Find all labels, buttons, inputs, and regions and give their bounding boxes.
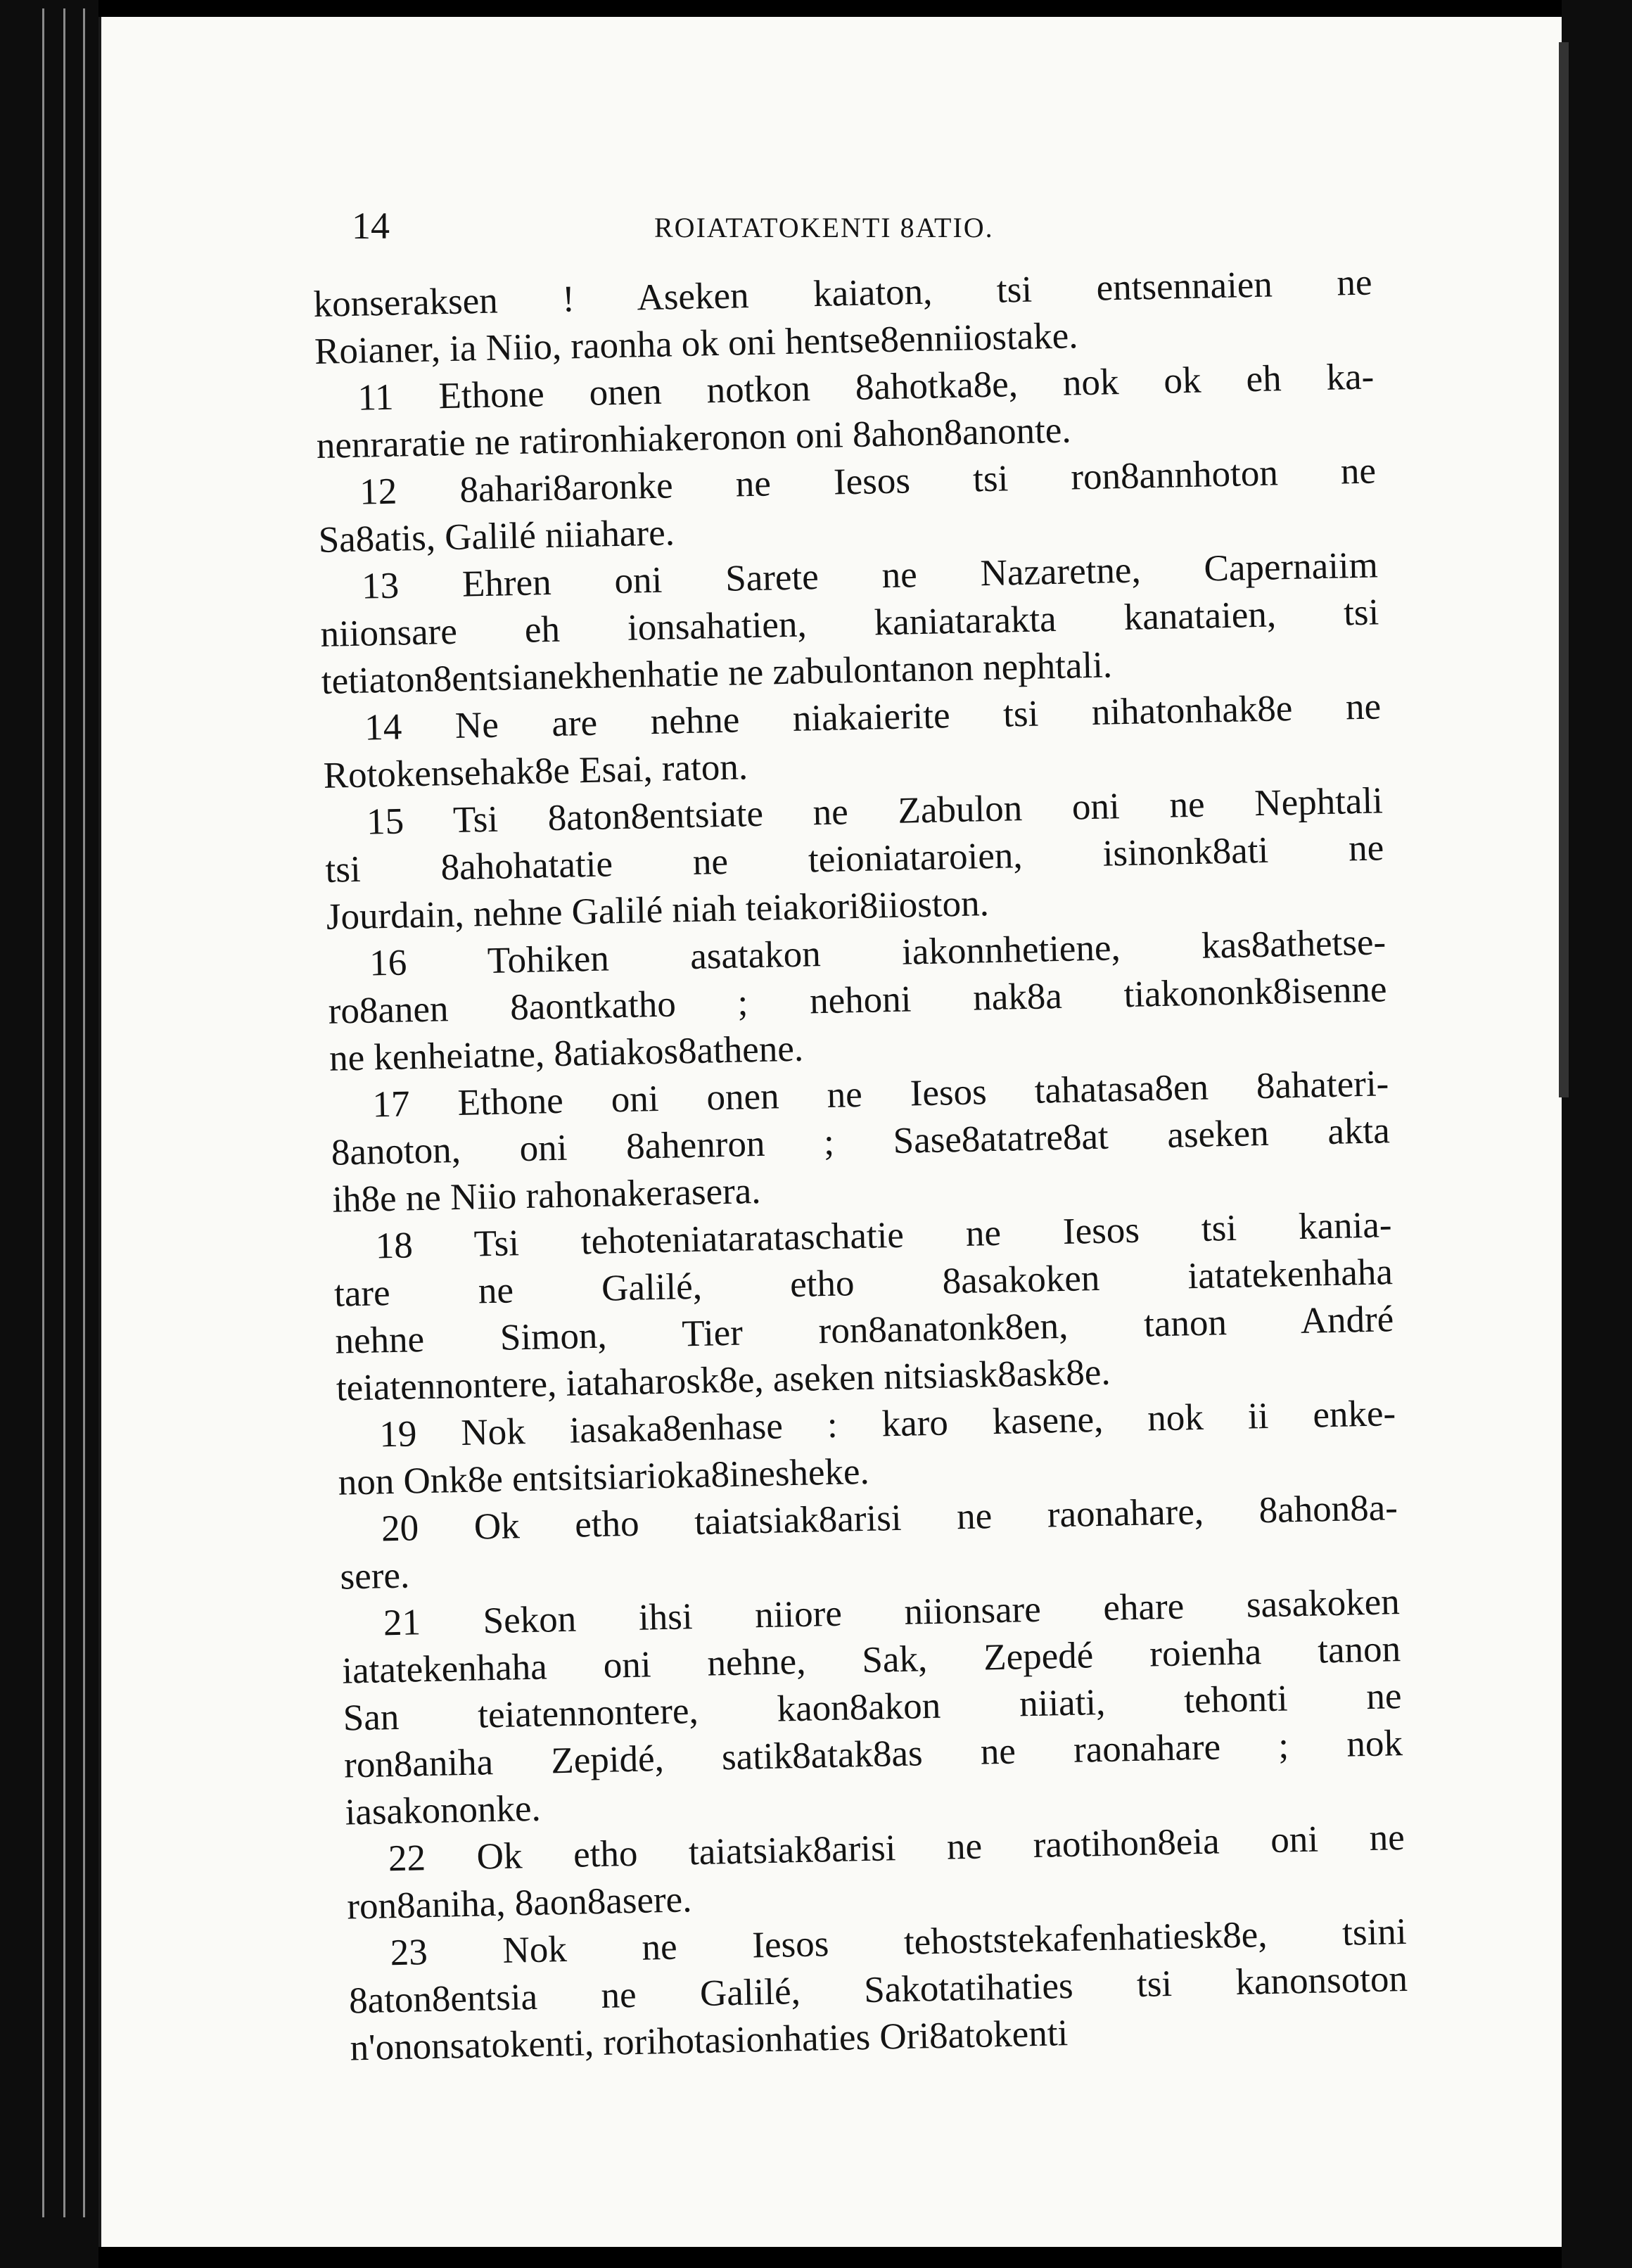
text-line: n'ononsatokenti, rorihotasionhaties Ori8atokenti [350, 2013, 1069, 2069]
text-line: 18 Tsi tehoteniatarataschatie ne Iesos tsi kania- [375, 1204, 1393, 1267]
text-line: Sa8atis, Galilé niiahare. [318, 512, 675, 561]
page-number: 14 [352, 205, 390, 247]
text-line: San teiatennontere, kaon8akon niiati, tehonti ne [343, 1676, 1403, 1739]
right-border [1562, 0, 1632, 2268]
binding-gutter [0, 0, 98, 2268]
text-line: teiatennontere, iataharosk8e, aseken nitsiask8ask8e. [336, 1351, 1111, 1409]
text-line: 21 Sekon ihsi niiore niionsare ehare sasakoken [383, 1581, 1401, 1644]
text-line: ro8anen 8aontkatho ; nehoni nak8a tiakononk8isenne [328, 969, 1388, 1032]
text-line: iatatekenhaha oni nehne, Sak, Zepedé roienha tanon [341, 1629, 1401, 1692]
text-line: ih8e ne Niio rahonakerasera. [331, 1170, 762, 1221]
gutter-rule [83, 8, 85, 2217]
text-line: Roianer, ia Niio, raonha ok oni hentse8enniiostake. [314, 315, 1079, 372]
text-line: ron8aniha Zepidé, satik8atak8as ne raonahare ; nok [343, 1723, 1403, 1786]
text-line: non Onk8e entsitsiarioka8inesheke. [338, 1451, 870, 1503]
text-line: 13 Ehren oni Sarete ne Nazaretne, Capernaiim [361, 544, 1379, 607]
gutter-rule [63, 8, 65, 2217]
text-line: 20 Ok etho taiatsiak8arisi ne raonahare, 8ahon8a- [381, 1487, 1398, 1550]
text-line: ne kenheiatne, 8atiakos8athene. [329, 1028, 804, 1079]
text-line: 15 Tsi 8aton8entsiate ne Zabulon oni ne Nephtali [366, 780, 1384, 843]
body-text [313, 259, 1409, 2072]
text-line: Rotokensehak8e Esai, raton. [323, 746, 748, 796]
text-line: 12 8ahari8aronke ne Iesos tsi ron8annhoton ne [359, 450, 1377, 513]
text-line: tsi 8ahohatatie ne teioniataroien, isinonk8ati ne [324, 827, 1384, 891]
text-line: nehne Simon, Tier ron8anatonk8en, tanon André [334, 1299, 1394, 1362]
running-title: ROIATATOKENTI 8ATIO. [654, 212, 994, 243]
text-line: 14 Ne are nehne niakaierite tsi nihatonhak8e ne [364, 686, 1382, 748]
text-line: tetiaton8entsianekhenhatie ne zabulontanon nephtali. [321, 644, 1113, 702]
text-line: 23 Nok ne Iesos tehoststekafenhatiesk8e, tsini [390, 1911, 1408, 1974]
text-line: niionsare eh ionsahatien, kaniatarakta kanataien, tsi [319, 592, 1379, 655]
text-line: Jourdain, nehne Galilé niah teiakori8iioston. [326, 883, 990, 938]
text-line: 16 Tohiken asatakon iakonnhetiene, kas8athetse- [369, 922, 1386, 984]
text-line: sere. [339, 1555, 410, 1598]
text-line: konseraksen ! Aseken kaiaton, tsi entsennaien ne [313, 262, 1372, 325]
text-line: 22 Ok etho taiatsiak8arisi ne raotihon8eia oni ne [388, 1816, 1405, 1880]
gutter-rule [42, 8, 44, 2217]
text-line: tare ne Galilé, etho 8asakoken iatatekenhaha [333, 1251, 1394, 1315]
text-line: 17 Ethone oni onen ne Iesos tahatasa8en 8ahateri- [371, 1063, 1389, 1126]
text-line: ron8aniha, 8aon8asere. [346, 1879, 692, 1928]
text-line: nenraratie ne ratironhiakeronon oni 8ahon8anonte. [316, 409, 1072, 466]
text-line: 8aton8entsia ne Galilé, Sakotatihaties tsi kanonsoton [348, 1958, 1408, 2022]
text-line: iasakononke. [344, 1788, 542, 1833]
right-edge-rule [1559, 42, 1569, 1097]
text-line: 19 Nok iasaka8enhase : karo kasene, nok ii enke- [378, 1393, 1396, 1455]
text-line: 8anoton, oni 8ahenron ; Sase8atatre8at aseken akta [331, 1110, 1391, 1173]
text-line: 11 Ethone onen notkon 8ahotka8e, nok ok eh ka- [357, 356, 1375, 419]
page-header [352, 204, 1407, 253]
